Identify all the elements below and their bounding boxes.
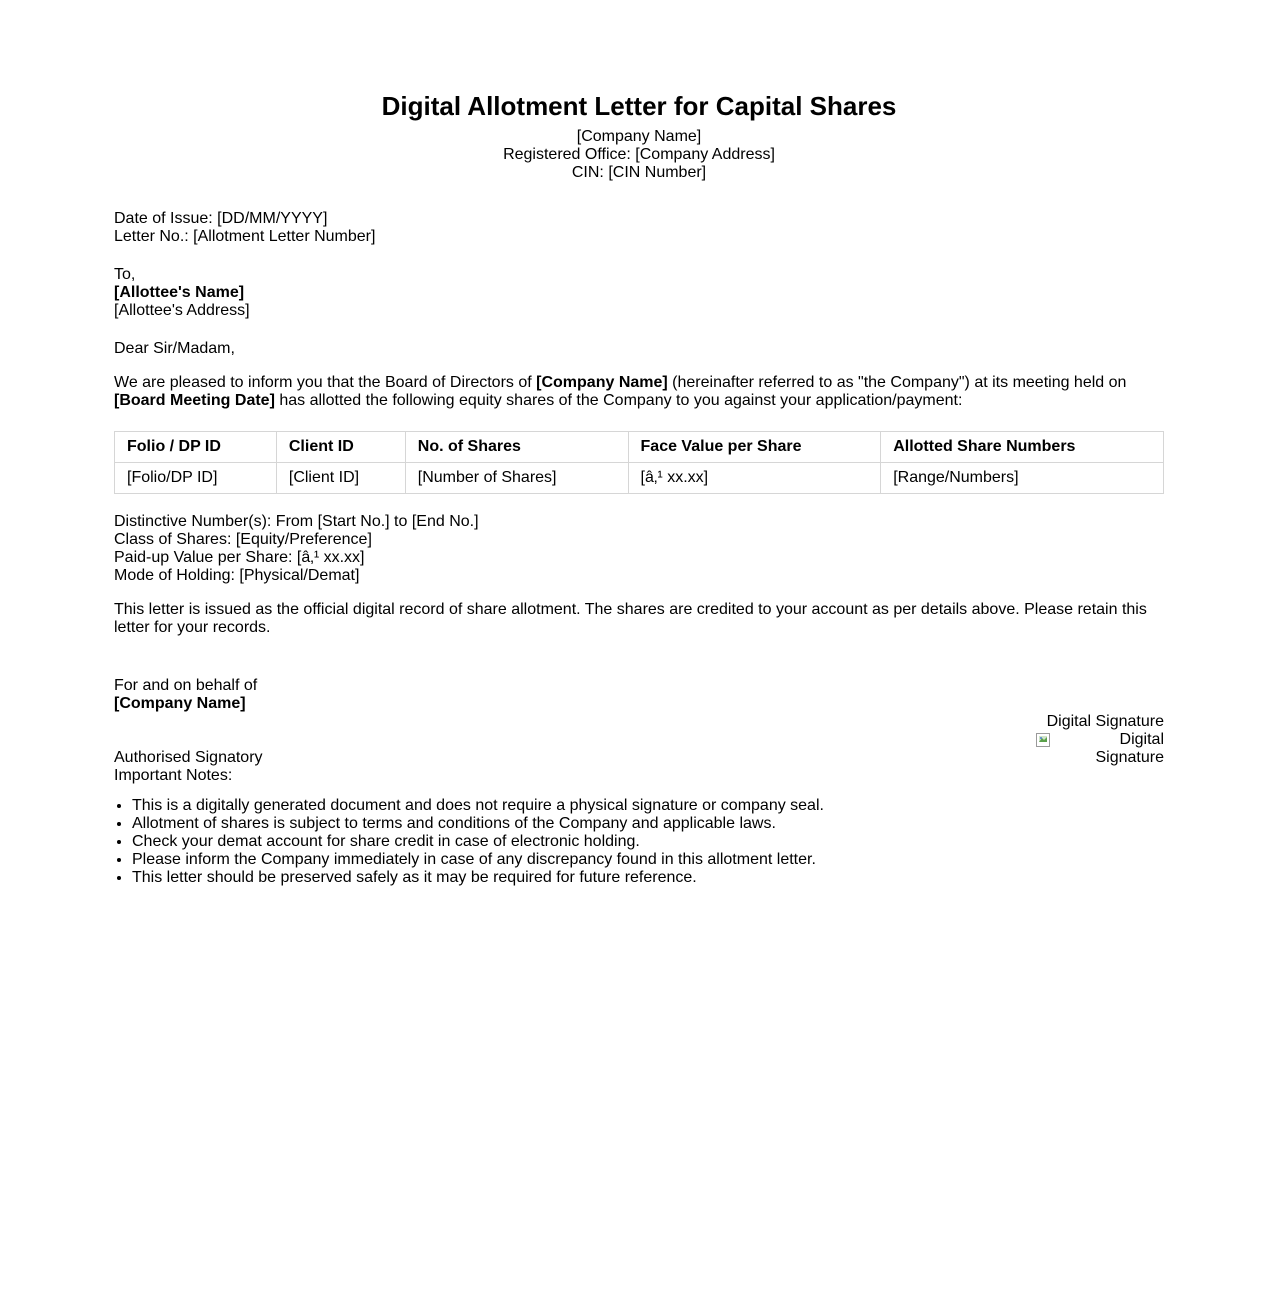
intro-text-2: (hereinafter referred to as "the Company") at its meeting held on — [667, 374, 1127, 391]
paid-up-value: Paid-up Value per Share: [â‚¹ xx.xx] — [114, 549, 365, 566]
notes-list — [114, 797, 824, 887]
closing-paragraph: This letter is issued as the official digital record of share allotment. The shares are credited to your account as per details above. Please retain this letter for your records. — [114, 601, 1147, 636]
recipient-to: To, — [114, 266, 136, 283]
column-header-share-numbers: Allotted Share Numbers — [881, 432, 1164, 463]
cell-client-id: [Client ID] — [276, 463, 405, 494]
mode-of-holding: Mode of Holding: [Physical/Demat] — [114, 567, 360, 584]
share-details — [114, 513, 479, 585]
list-item: • Allotment of shares is subject to terms and conditions of the Company and applicable laws. — [132, 815, 824, 833]
column-header-face-value: Face Value per Share — [628, 432, 881, 463]
intro-meeting-date: [Board Meeting Date] — [114, 392, 275, 409]
column-header-client-id: Client ID — [276, 432, 405, 463]
table-header-row — [115, 432, 1164, 463]
recipient-block — [114, 266, 250, 320]
cell-face-value: [â‚¹ xx.xx] — [628, 463, 881, 494]
notes-heading: Important Notes: — [114, 767, 233, 784]
cin-number: CIN: [CIN Number] — [571, 164, 707, 181]
table-row — [115, 463, 1164, 494]
cell-share-numbers: [Range/Numbers] — [881, 463, 1164, 494]
company-name: [Company Name] — [576, 128, 702, 145]
authorised-signatory: Authorised Signatory — [114, 749, 263, 766]
list-item: • This letter should be preserved safely as it may be required for future reference. — [132, 869, 824, 887]
date-of-issue: Date of Issue: [DD/MM/YYYY] — [114, 210, 328, 227]
signature-alt-line-2: Signature — [1095, 749, 1164, 766]
signatory-block — [114, 749, 263, 785]
intro-text-3: has allotted the following equity shares of the Company to you against your application/payment: — [274, 392, 963, 409]
intro-paragraph — [114, 374, 1164, 410]
behalf-block — [114, 677, 257, 713]
column-header-folio: Folio / DP ID — [115, 432, 277, 463]
issue-details — [114, 210, 375, 246]
page-title: Digital Allotment Letter for Capital Shares — [381, 91, 897, 121]
cell-no-of-shares: [Number of Shares] — [405, 463, 628, 494]
allotment-table — [114, 431, 1164, 494]
intro-text-1: We are pleased to inform you that the Board of Directors of — [114, 374, 537, 391]
column-header-no-of-shares: No. of Shares — [405, 432, 628, 463]
list-item: • This is a digitally generated document and does not require a physical signature or company seal. — [132, 797, 824, 815]
signature-alt-line-1: Digital — [1119, 731, 1164, 748]
company-header — [114, 128, 1164, 182]
registered-office: Registered Office: [Company Address] — [503, 146, 775, 163]
distinctive-numbers: Distinctive Number(s): From [Start No.] to [End No.] — [114, 513, 479, 530]
signature-area — [964, 713, 1164, 767]
list-item: • Please inform the Company immediately in case of any discrepancy found in this allotment letter. — [132, 851, 824, 869]
allottee-address: [Allottee's Address] — [114, 302, 250, 319]
broken-image-icon — [1036, 733, 1050, 747]
behalf-company-name: [Company Name] — [114, 695, 246, 712]
cell-folio: [Folio/DP ID] — [115, 463, 277, 494]
intro-company-name: [Company Name] — [536, 374, 668, 391]
signature-image — [1036, 731, 1164, 766]
letter-number: Letter No.: [Allotment Letter Number] — [114, 228, 376, 245]
class-of-shares: Class of Shares: [Equity/Preference] — [114, 531, 372, 548]
signature-label: Digital Signature — [1046, 713, 1164, 730]
salutation: Dear Sir/Madam, — [114, 340, 235, 357]
list-item: • Check your demat account for share credit in case of electronic holding. — [132, 833, 824, 851]
allottee-name: [Allottee's Name] — [114, 284, 245, 301]
behalf-line: For and on behalf of — [114, 677, 258, 694]
